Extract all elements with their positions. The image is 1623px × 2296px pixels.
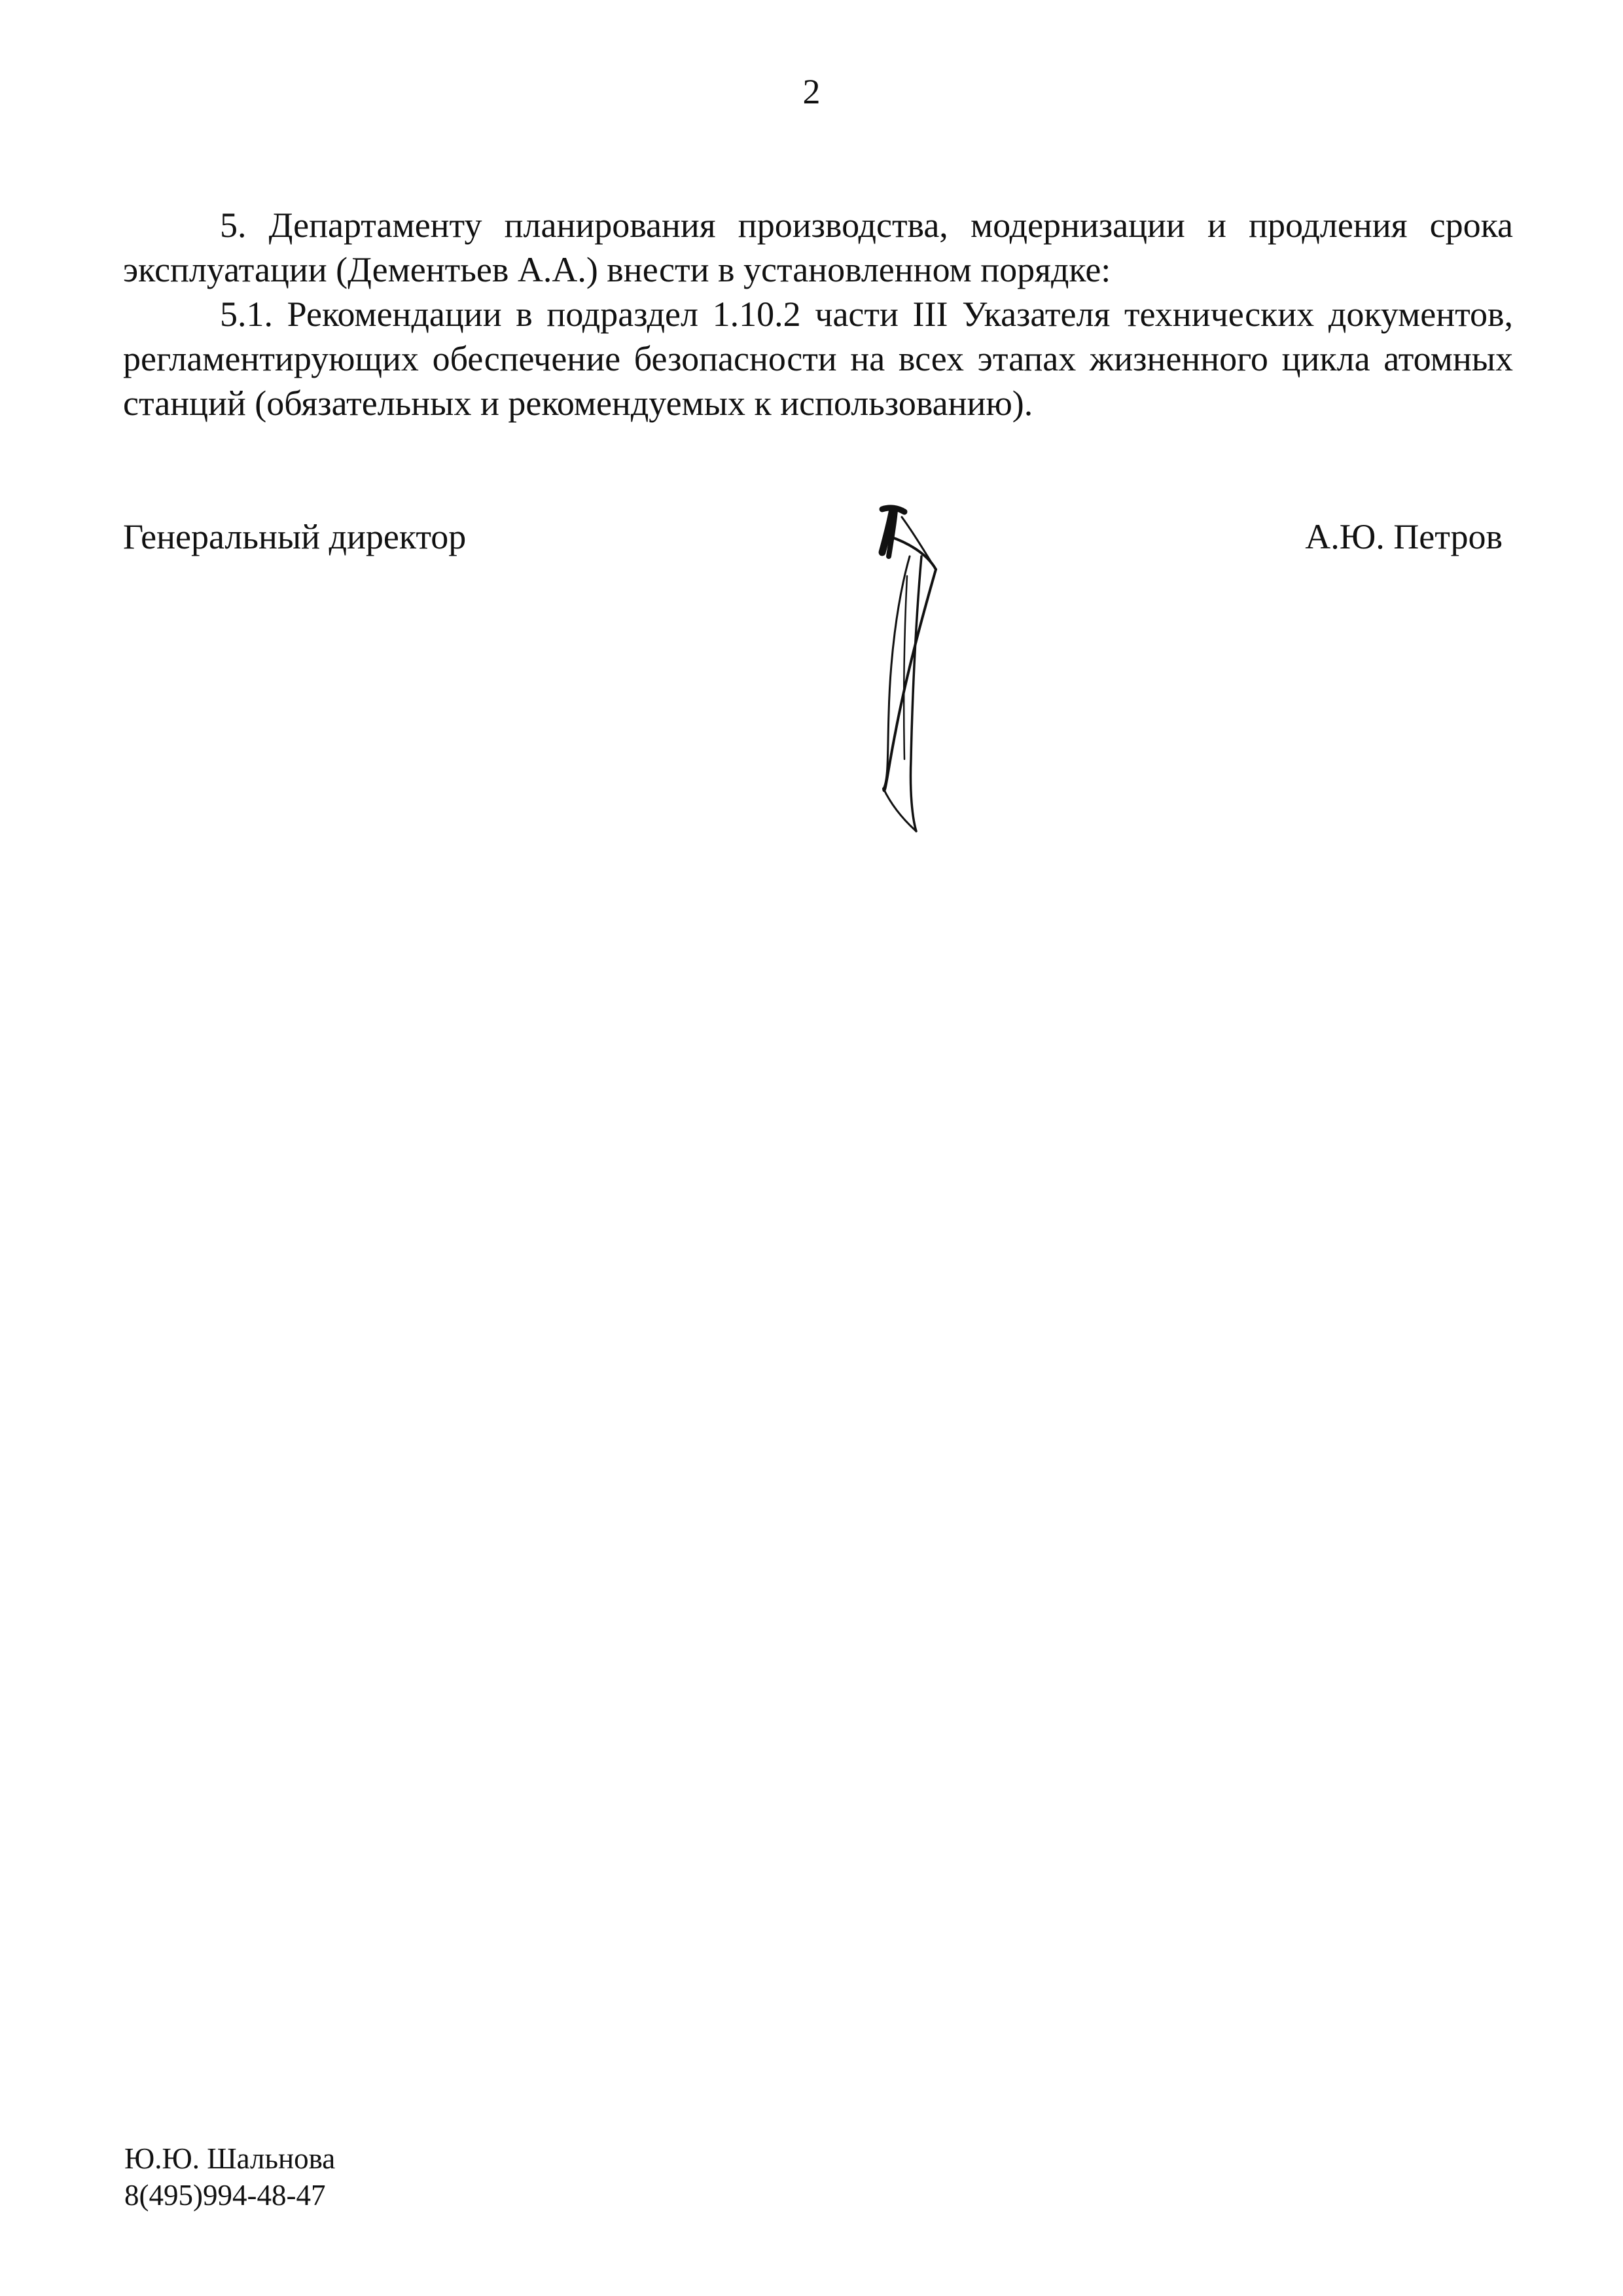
page-number: 2 [802, 72, 821, 111]
paragraph-5: 5. Департаменту планирования производства, модернизации и продления срока эксплуатации (Дементьев А.А.) внести в установленном порядке: [123, 206, 1513, 289]
document-body [123, 203, 1513, 425]
signature-block [123, 514, 1503, 560]
paragraph-5-1: 5.1. Рекомендации в подраздел 1.10.2 части III Указателя технических документов, регламентирующих обеспечение безопасности на всех этапах жизненного цикла атомных станций (обязательных и рекомендуемых к использованию). [123, 295, 1513, 423]
executor-phone: 8(495)994-48-47 [124, 2179, 326, 2212]
signatory-position: Генеральный директор [123, 517, 467, 556]
signatory-name: А.Ю. Петров [1305, 517, 1503, 556]
handwritten-signature-icon [844, 497, 995, 864]
executor-name: Ю.Ю. Шальнова [124, 2142, 336, 2175]
executor-info [124, 2140, 335, 2214]
